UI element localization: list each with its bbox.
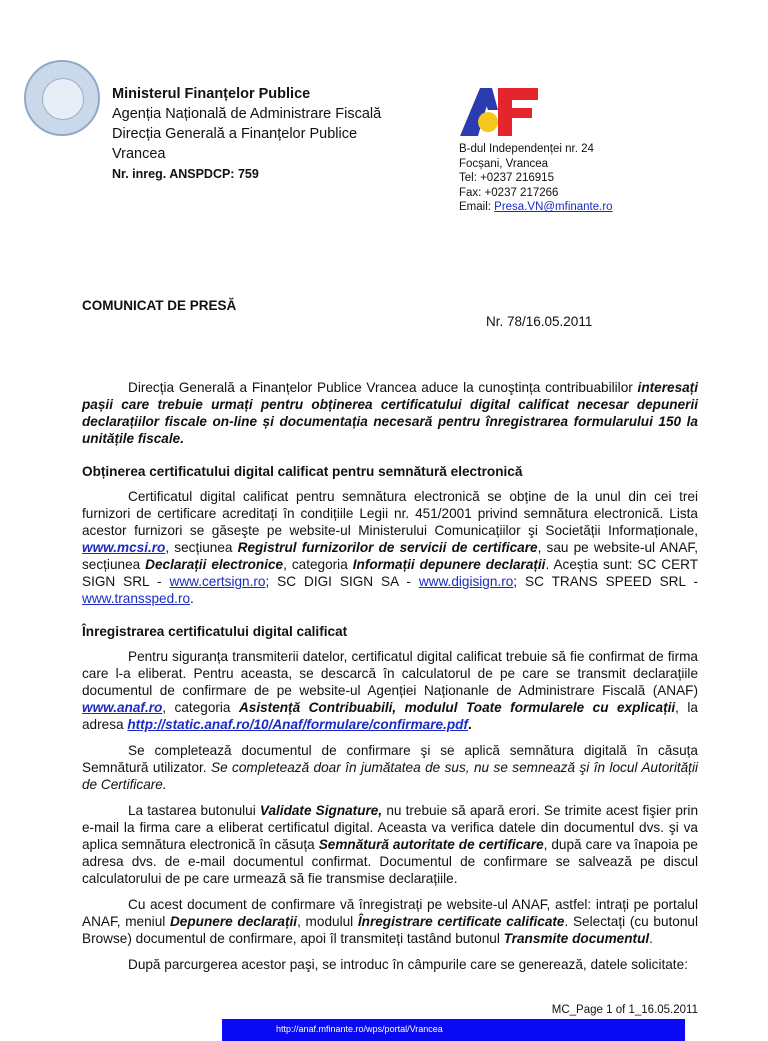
paragraph [82, 742, 698, 793]
text-run: Declarații electronice [145, 557, 284, 572]
anaf-logo [458, 84, 542, 138]
paragraph [82, 379, 698, 447]
text-run: ; SC TRANS SPEED SRL - [513, 574, 699, 589]
hyperlink[interactable]: www.mcsi.ro [82, 540, 166, 555]
email-label: Email: [459, 201, 495, 214]
text-run: . [649, 931, 653, 946]
paragraph [82, 648, 698, 733]
contact-address [459, 142, 613, 215]
address-city: Focșani, Vrancea [459, 157, 549, 170]
text-run: Depunere declarații [169, 914, 298, 929]
text-run: Cu acest document de confirmare vă înregistrați pe website-ul ANAF, astfel: intrați pe portalul ANAF, meniul [82, 897, 698, 929]
text-run: . Aceștia sunt: SC CERT SIGN SRL - [82, 557, 699, 589]
section-heading [82, 623, 698, 640]
release-number: Nr. 78/16.05.2011 [486, 314, 593, 329]
org-line-county: Vrancea [112, 146, 166, 162]
hyperlink[interactable]: www.anaf.ro [82, 700, 163, 715]
hyperlink[interactable]: www.transsped.ro [82, 591, 191, 606]
registration-number: Nr. inreg. ANSPDCP: 759 [112, 167, 259, 181]
hyperlink[interactable]: http://static.anaf.ro/10/Anaf/formulare/confirmare.pdf [127, 717, 468, 732]
text-run: , categoria [283, 557, 353, 572]
org-line-direction: Direcția Generală a Finanțelor Publice [112, 126, 358, 142]
text-run: Informații depunere declarații [352, 557, 546, 572]
text-run: Înregistrarea certificatului digital calificat [82, 624, 348, 639]
paragraph [82, 802, 698, 887]
text-run: , după care va înapoia pe adresa dvs. de e-mail documentul confirmat. Documentul de confirmare se salvează pe discul calculatorului de pe care urmează să fie transmise declarațiile. [82, 837, 698, 886]
text-run: , sau pe website-ul ANAF, secțiunea [82, 540, 698, 572]
footer-url-link[interactable]: http://anaf.mfinante.ro/wps/portal/Vrancea [276, 1024, 443, 1034]
hyperlink[interactable]: www.digisign.ro [418, 574, 514, 589]
text-run: Se completează documentul de confirmare şi se aplică semnătura digitală în căsuța Semnătură utilizator. [82, 743, 698, 775]
text-run: Validate Signature, [259, 803, 383, 818]
text-run: , modulul [297, 914, 358, 929]
paragraph [82, 896, 698, 947]
text-run: Registrul furnizorilor de servicii de certificare [237, 540, 538, 555]
text-run: Obținerea certificatului digital calificat pentru semnătură electronică [82, 464, 523, 479]
text-run: interesați pașii care trebuie urmați pentru obținerea certificatului digital calificat necesar depunerii declarațiilor fiscale on-line și documentația necesară pentru înregistrarea formularului 150 la unitățile fiscale. [82, 380, 698, 446]
text-run: . Selectați (cu butonul Browse) documentul de confirmare, apoi îl transmiteți tastând butonul [82, 914, 699, 946]
text-run: Transmite documentul [503, 931, 650, 946]
text-run: Înregistrare certificate calificate [357, 914, 565, 929]
document-body [82, 379, 698, 973]
text-run: Se completează doar în jumătatea de sus, nu se semnează şi în locul Autorității de Certificare. [82, 760, 698, 792]
org-line-agency: Agenția Națională de Administrare Fiscală [112, 106, 382, 122]
document-flow [82, 379, 698, 1041]
organization-header [112, 84, 442, 184]
text-run: . [468, 717, 472, 732]
text-run: nu trebuie să apară erori. Se trimite acest fişier prin e-mail la firma care a eliberat certificatul digital. Aceasta va verifica datele din documentul dvs. şi va aplica semnătura electronică în căsuța [82, 803, 699, 852]
text-run: La tastarea butonului [128, 803, 260, 818]
text-run: , categoria [162, 700, 239, 715]
section-heading [82, 463, 698, 480]
email-link[interactable]: Presa.VN@mfinante.ro [494, 201, 613, 214]
text-run: Direcția Generală a Finanțelor Publice Vrancea aduce la cunoştința contribuabililor [128, 380, 638, 395]
text-run: ; SC DIGI SIGN SA - [265, 574, 419, 589]
address-street: B-dul Independenței nr. 24 [459, 143, 594, 155]
page-number: MC_Page 1 of 1_16.05.2011 [551, 1004, 698, 1016]
fax: Fax: +0237 217266 [459, 186, 559, 199]
text-run: . [190, 591, 194, 606]
text-run: , secțiunea [165, 540, 238, 555]
text-run: , la adresa [82, 700, 698, 732]
org-line-ministry: Ministerul Finanțelor Publice [112, 86, 311, 102]
text-run: Semnătură autoritate de certificare [318, 837, 544, 852]
text-run: După parcurgerea acestor paşi, se introduc în câmpurile care se generează, datele solicitate: [128, 957, 688, 972]
text-run: Asistență Contribuabili, modulul Toate formularele cu explicații [238, 700, 676, 715]
paragraph [82, 956, 698, 973]
press-release-title: COMUNICAT DE PRESĂ [82, 298, 237, 313]
text-run: Certificatul digital calificat pentru semnătura electronică se obține de la unul din cei trei furnizori de certificare acreditați în condițiile Legii nr. 451/2001 privind semnătura electronică. Lista acestor furnizori se găseşte pe website-ul Ministerului Comunicațiilor şi Societății Informaționale, [82, 489, 698, 538]
eagle-emblem-icon [42, 78, 84, 120]
ministry-seal-logo [24, 60, 100, 136]
hyperlink[interactable]: www.certsign.ro [169, 574, 266, 589]
footer-url-bar [222, 1019, 685, 1041]
paragraph [82, 488, 698, 607]
text-run: Pentru siguranța transmiterii datelor, certificatul digital calificat trebuie să fie confirmat de firma care l-a eliberat. Pentru aceasta, se descarcă în calculatorul de pe care se transmit declarațiile documentul de confirmare de pe website-ul Agenției Naționanle de Administrare Fiscală (ANAF) [82, 649, 698, 698]
phone: Tel: +0237 216915 [459, 172, 554, 185]
